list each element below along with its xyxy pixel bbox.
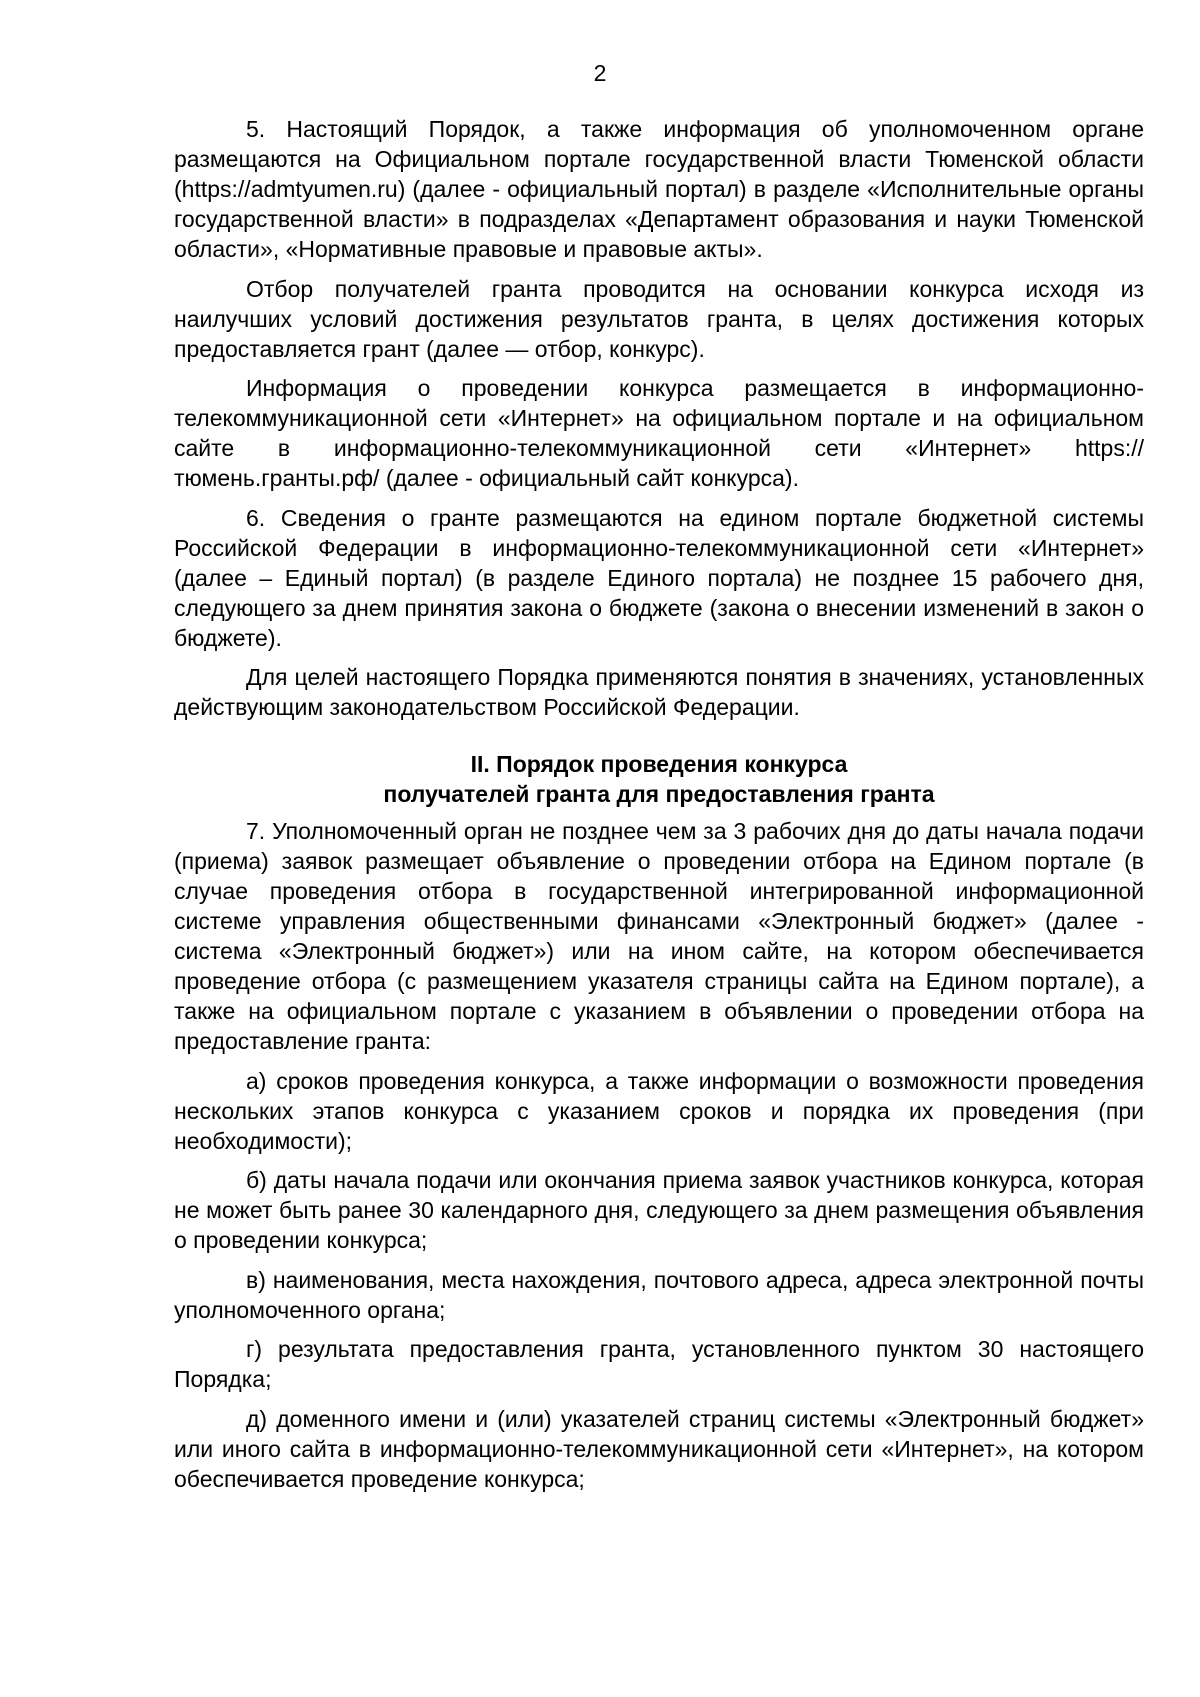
section-heading (174, 749, 1144, 809)
list-item-a: а) сроков проведения конкурса, а также информации о возможности проведения нескольких этапов конкурса с указанием сроков и порядка их проведения (при необходимости); (174, 1067, 1144, 1154)
paragraph-selection: Отбор получателей гранта проводится на основании конкурса исходя из наилучших условий достижения результатов гранта, в целях достижения которых предоставляется грант (далее — отбор, конкурс). (174, 275, 1144, 362)
paragraph-contest-info: Информация о проведении конкурса размещается в информационно-телекоммуникационной сети «Интернет» на официальном портале и на официальном сайте в информационно-телекоммуникационной сети «Интернет» https://тюмень.гранты.рф/ (далее - официальный сайт конкурса). (174, 375, 1144, 491)
document-body (174, 114, 1144, 1503)
page-number: 2 (593, 60, 607, 86)
paragraph-6: 6. Сведения о гранте размещаются на едином портале бюджетной системы Российской Федерации в информационно-телекоммуникационной сети «Интернет» (далее – Единый портал) (в разделе Единого портала) не позднее 15 рабочего дня, следующего за днем принятия закона о бюджете (закона о внесении изменений в закон о бюджете). (174, 504, 1144, 651)
list-item-b: б) даты начала подачи или окончания приема заявок участников конкурса, которая не может быть ранее 30 календарного дня, следующего за днем размещения объявления о проведении конкурса; (174, 1167, 1144, 1253)
list-item-d: д) доменного имени и (или) указателей страниц системы «Электронный бюджет» или иного сайта в информационно-телекоммуникационной сети «Интернет», на котором обеспечивается проведение конкурса; (174, 1405, 1144, 1492)
paragraph-7: 7. Уполномоченный орган не позднее чем за 3 рабочих дня до даты начала подачи (приема) заявок размещает объявление о проведении отбора на Едином портале (в случае проведения отбора в государственной интегрированной информационной системе управления общественными финансами «Электронный бюджет» (далее - система «Электронный бюджет») или на ином сайте, на котором обеспечивается проведение отбора (с размещением указателя страницы сайта на Едином портале), а также на официальном портале с указанием в объявлении о проведении отбора на предоставление гранта: (174, 818, 1144, 1054)
list-item-v: в) наименования, места нахождения, почтового адреса, адреса электронной почты уполномоченного органа; (174, 1266, 1144, 1323)
section-heading-line2: получателей гранта для предоставления гранта (383, 781, 935, 807)
list-item-g: г) результата предоставления гранта, установленного пунктом 30 настоящего Порядка; (174, 1336, 1144, 1392)
paragraph-definitions: Для целей настоящего Порядка применяются понятия в значениях, установленных действующим законодательством Российской Федерации. (174, 664, 1144, 720)
paragraph-5: 5. Настоящий Порядок, а также информация об уполномоченном органе размещаются на Официальном портале государственной власти Тюменской области (https://admtyumen.ru) (далее - официальный портал) в разделе «Исполнительные органы государственной власти» в подразделах «Департамент образования и науки Тюменской области», «Нормативные правовые и правовые акты». (174, 116, 1144, 262)
section-heading-line1: II. Порядок проведения конкурса (470, 751, 848, 777)
